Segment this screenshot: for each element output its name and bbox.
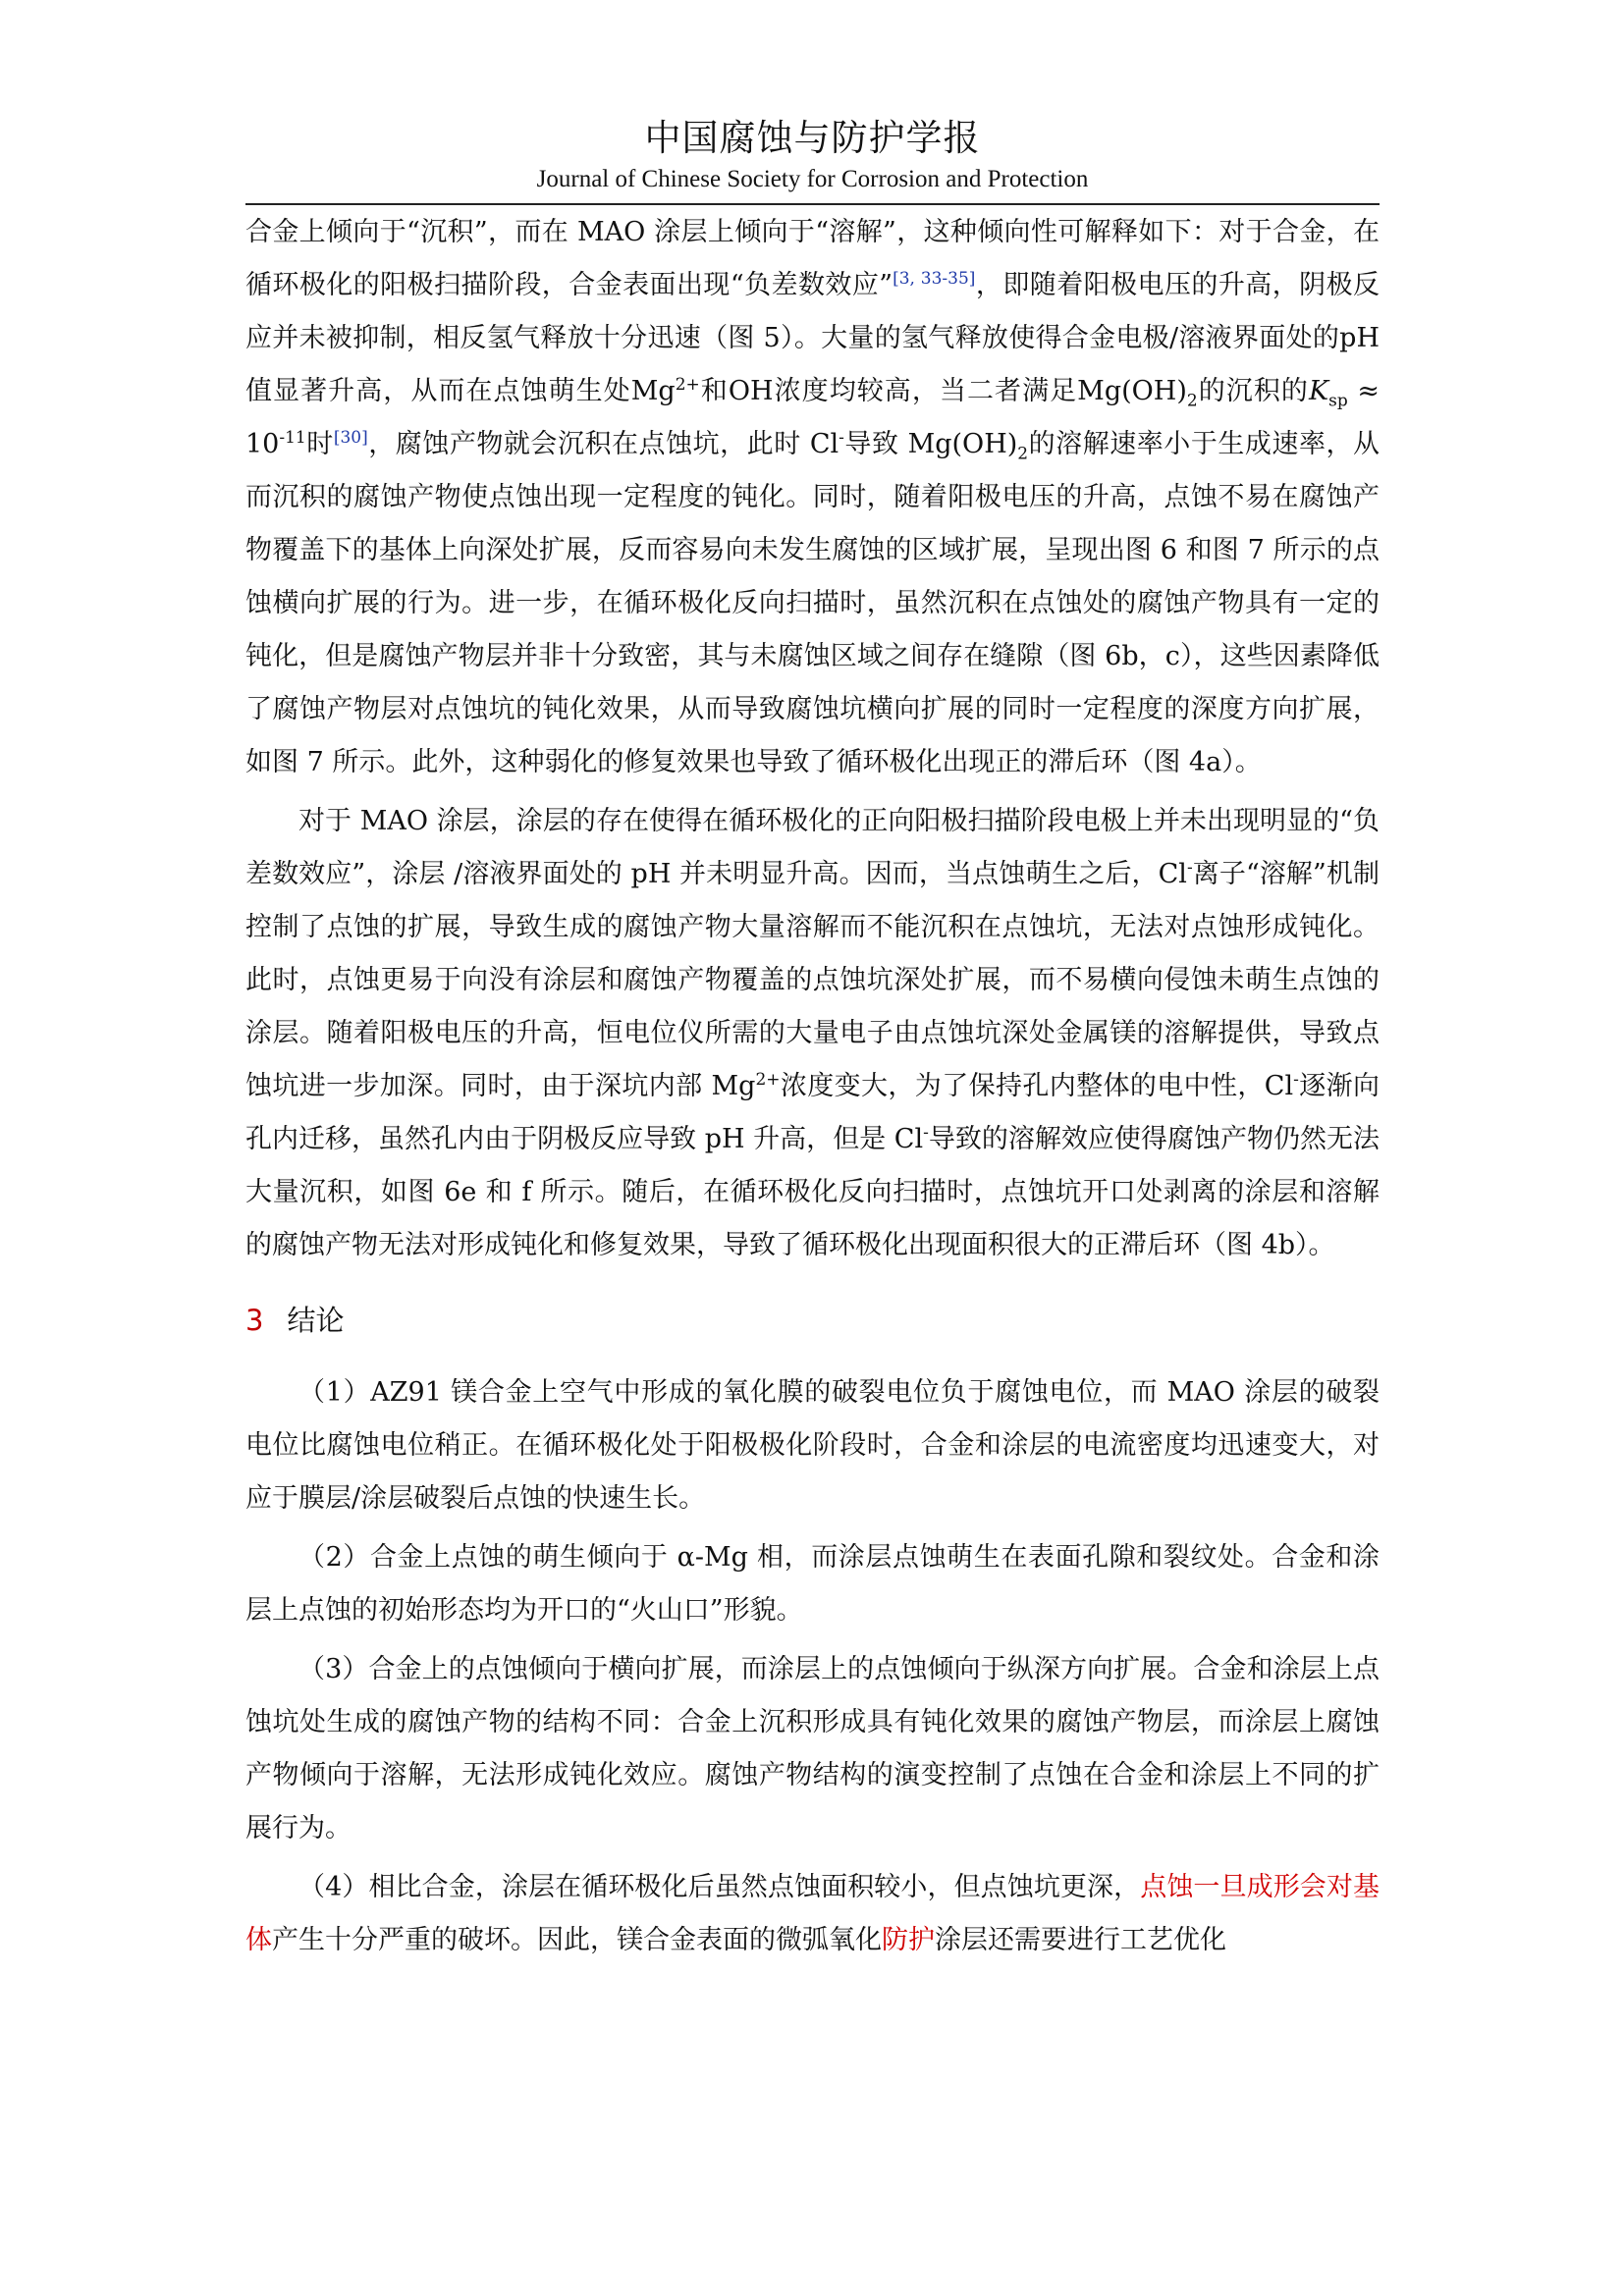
text: 时 <box>305 429 334 459</box>
text: 和OH浓度均较高，当二者满足Mg(OH) <box>699 376 1187 406</box>
ksp-symbol: K <box>1308 376 1329 406</box>
superscript: -11 <box>279 428 306 448</box>
text: 合金上倾向于“沉积”，而在 MAO 涂层上倾向于“溶解”，这种倾向性可解释如下：对于合金，在循环极化的阳极扫描阶段，合金表面出现“负差数效应” <box>245 217 1380 300</box>
text: 离子“溶解”机制控制了点蚀的扩展，导致生成的腐蚀产物大量溶解而不能沉积在点蚀坑，无法对点蚀形成钝化。此时，点蚀更易于向没有涂层和腐蚀产物覆盖的点蚀坑深处扩展，而不易横向侵蚀未萌生点蚀的涂层。随着阳极电压的升高，恒电位仪所需的大量电子由点蚀坑深处金属镁的溶解提供，导致点蚀坑进一步加深。同时，由于深坑内部 Mg <box>245 859 1380 1101</box>
section-title: 结论 <box>287 1304 345 1337</box>
journal-title-en: Journal of Chinese Society for Corrosion and Protection <box>536 166 1089 192</box>
paragraph-mechanism-alloy <box>245 206 1380 789</box>
text: 浓度变大，为了保持孔内整体的电中性，Cl <box>780 1071 1294 1101</box>
text: （4）相比合金，涂层在循环极化后虽然点蚀面积较小，但点蚀坑更深， <box>298 1872 1141 1902</box>
subscript: sp <box>1328 391 1348 411</box>
conclusion-3: （3）合金上的点蚀倾向于横向扩展，而涂层上的点蚀倾向于纵深方向扩展。合金和涂层上点蚀坑处生成的腐蚀产物的结构不同：合金上沉积形成具有钝化效果的腐蚀产物层，而涂层上腐蚀产物倾向于溶解，无法形成钝化效应。腐蚀产物结构的演变控制了点蚀在合金和涂层上不同的扩展行为。 <box>245 1654 1380 1843</box>
conclusion-2: （2）合金上点蚀的萌生倾向于 α-Mg 相，而涂层点蚀萌生在表面孔隙和裂纹处。合金和涂层上点蚀的初始形态均为开口的“火山口”形貌。 <box>245 1542 1380 1626</box>
subscript: 2 <box>1017 444 1029 464</box>
highlighted-text: 点蚀一旦成形会对基体 <box>245 1872 1380 1955</box>
superscript: 2+ <box>755 1070 781 1090</box>
journal-title-cn: 中国腐蚀与防护学报 <box>644 117 981 159</box>
text: 逐渐向孔内迁移，虽然孔内由于阴极反应导致 pH 升高，但是 Cl <box>245 1071 1380 1154</box>
highlighted-text: 防护 <box>882 1925 935 1955</box>
section-number: 3 <box>245 1304 264 1337</box>
article-body <box>245 206 1380 1967</box>
superscript: - <box>1293 1070 1299 1090</box>
text: ，即随着阳极电压的升高，阴极反应并未被抑制，相反氢气释放十分迅速（图 5）。大量的氢气释放使得合金电极/溶液界面处的pH值显著升高，从而在点蚀萌生处Mg <box>245 270 1380 406</box>
superscript: - <box>923 1123 929 1143</box>
text: 的沉积的 <box>1197 376 1309 406</box>
page-header <box>245 116 1380 196</box>
paragraph-mechanism-coating <box>245 795 1380 1272</box>
text: ，腐蚀产物就会沉积在点蚀坑，此时 Cl <box>367 429 839 459</box>
superscript: 2+ <box>675 375 700 395</box>
text: 涂层还需要进行工艺优化 <box>935 1925 1226 1955</box>
conclusion-4 <box>245 1861 1380 1967</box>
subscript: 2 <box>1186 391 1198 411</box>
citation-link[interactable]: [3, 33-35] <box>893 269 976 289</box>
text: 对于 MAO 涂层，涂层的存在使得在循环极化的正向阳极扫描阶段电极上并未出现明显的“负差数效应”，涂层 /溶液界面处的 pH 并未明显升高。因而，当点蚀萌生之后，Cl <box>245 806 1380 889</box>
citation-link[interactable]: [30] <box>333 428 368 448</box>
superscript: - <box>839 428 844 448</box>
section-heading <box>245 1294 1380 1347</box>
superscript: - <box>1186 858 1193 878</box>
text: 导致的溶解效应使得腐蚀产物仍然无法大量沉积，如图 6e 和 f 所示。随后，在循环极化反向扫描时，点蚀坑开口处剥离的涂层和溶解的腐蚀产物无法对形成钝化和修复效果，导致了循环极化出现面积很大的正滞后环（图 4b）。 <box>245 1124 1380 1260</box>
text: 导致 Mg(OH) <box>843 429 1018 459</box>
text: ≈ 10 <box>245 376 1380 459</box>
header-rule <box>245 203 1380 205</box>
text: 的溶解速率小于生成速率，从而沉积的腐蚀产物使点蚀出现一定程度的钝化。同时，随着阳极电压的升高，点蚀不易在腐蚀产物覆盖下的基体上向深处扩展，反而容易向未发生腐蚀的区域扩展，呈现出图 6 和图 7 所示的点蚀横向扩展的行为。进一步，在循环极化反向扫描时，虽然沉积在点蚀处的腐蚀产物具有一定的钝化，但是腐蚀产物层并非十分致密，其与未腐蚀区域之间存在缝隙（图 6b，c），这些因素降低了腐蚀产物层对点蚀坑的钝化效果，从而导致腐蚀坑横向扩展的同时一定程度的深度方向扩展，如图 7 所示。此外，这种弱化的修复效果也导致了循环极化出现正的滞后环（图 4a）。 <box>245 429 1380 777</box>
conclusion-1: （1）AZ91 镁合金上空气中形成的氧化膜的破裂电位负于腐蚀电位，而 MAO 涂层的破裂电位比腐蚀电位稍正。在循环极化处于阳极极化阶段时，合金和涂层的电流密度均迅速变大，对应于膜层/涂层破裂后点蚀的快速生长。 <box>245 1377 1380 1514</box>
text: 产生十分严重的破坏。因此，镁合金表面的微弧氧化 <box>272 1925 882 1955</box>
